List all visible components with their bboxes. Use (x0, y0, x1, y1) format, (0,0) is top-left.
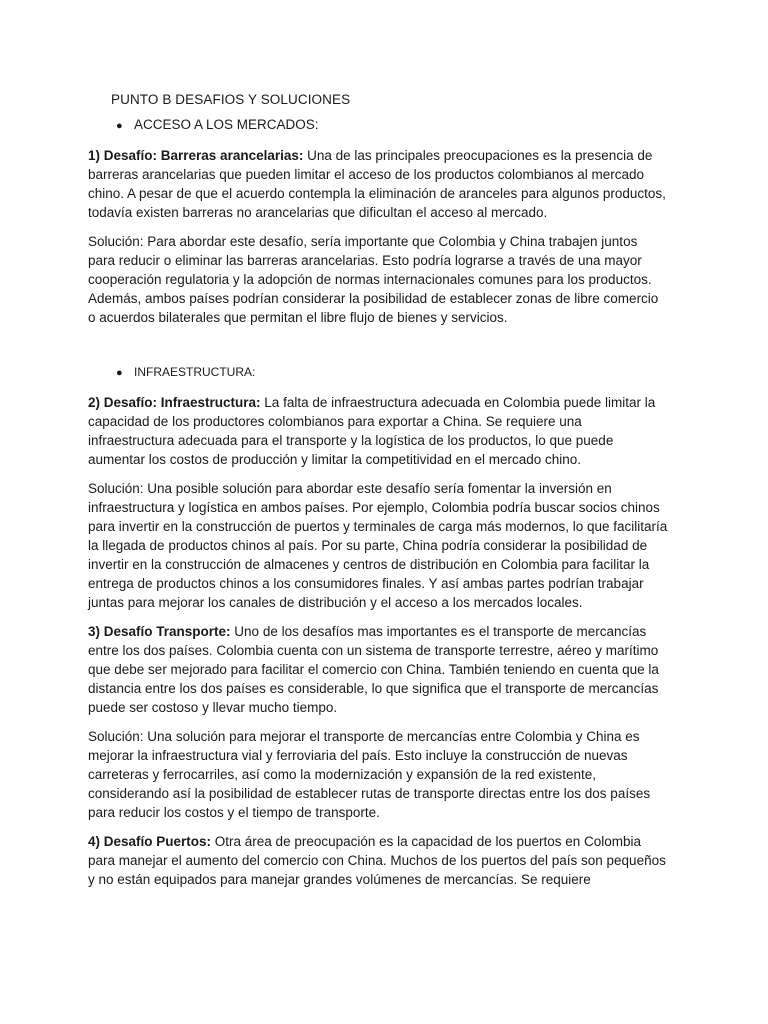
bullet-dot-icon: ● (116, 120, 123, 132)
document-title: PUNTO B DESAFIOS Y SOLUCIONES (111, 92, 351, 107)
section-4-challenge (88, 832, 668, 889)
solution-label: Solución: (88, 729, 144, 744)
bullet-acceso-mercados (116, 115, 668, 136)
section-3-challenge (88, 622, 668, 717)
section-heading: 4) Desafío Puertos: (88, 834, 212, 849)
section-body: Uno de los desafíos mas importantes es el transporte de mercancías entre los dos países. Colombia cuenta con un sistema de transporte terrestre, aéreo y marítimo que debe ser mejorado para facilitar el comercio con China. También teniendo en cuenta que la distancia entre los dos países es considerable, lo que significa que el transporte de mercancías puede ser costoso y llevar mucho tiempo. (88, 624, 659, 715)
section-body: Una de las principales preocupaciones es la presencia de barreras arancelarias que pueden limitar el acceso de los productos colombianos al mercado chino. A pesar de que el acuerdo contempla la eliminación de aranceles para algunos productos, todavía existen barreras no arancelarias que dificultan el acceso al mercado. (88, 148, 666, 220)
document-page (88, 90, 668, 899)
section-heading: 2) Desafío: Infraestructura: (88, 395, 261, 410)
bullet-dot-icon: ● (116, 367, 123, 379)
bullet-label: INFRAESTRUCTURA: (134, 365, 256, 379)
section-heading: 1) Desafío: Barreras arancelarias: (88, 148, 304, 163)
bullet-label: ACCESO A LOS MERCADOS: (134, 117, 319, 132)
solution-body: Una solución para mejorar el transporte de mercancías entre Colombia y China es mejorar la infraestructura vial y ferroviaria del país. Esto incluye la construcción de nuevas carreteras y ferrocarriles, así como la modernización y expansión de la red existente, considerando así la posibilidad de establecer rutas de transporte directas entre los dos países para reducir los costos y el tiempo de transporte. (88, 729, 651, 820)
section-2-solution: Solución: Una posible solución para abordar este desafío sería fomentar la inversión en infraestructura y logística en ambos países. Por ejemplo, Colombia podría buscar socios chinos para invertir en la construcción de puertos y terminales de carga más modernos, lo que facilitaría la llegada de productos chinos al país. Por su parte, China podría considerar la posibilidad de invertir en la construcción de almacenes y centros de distribución en Colombia para facilitar la entrega de productos chinos a los consumidores finales. Y así ambas partes podrían trabajar juntas para mejorar los canales de distribución y el acceso a los mercados locales. (88, 481, 668, 610)
spacer (88, 337, 668, 363)
section-1-solution: Solución: Para abordar este desafío, sería importante que Colombia y China trabajen juntos para reducir o eliminar las barreras arancelarias. Esto podría lograrse a través de una mayor cooperación regulatoria y la adopción de normas internacionales comunes para los productos. Además, ambos países podrían considerar la posibilidad de establecer zonas de libre comercio o acuerdos bilaterales que permitan el libre flujo de bienes y servicios. (88, 234, 659, 325)
bullet-infraestructura (116, 363, 668, 383)
section-3-solution (88, 727, 668, 822)
section-heading: 3) Desafío Transporte: (88, 624, 231, 639)
section-body: Otra área de preocupación es la capacidad de los puertos en Colombia para manejar el aumento del comercio con China. Muchos de los puertos del país son pequeños y no están equipados para manejar grandes volúmenes de mercancías. Se requiere (88, 834, 666, 887)
section-2-challenge (88, 393, 668, 469)
section-1-challenge (88, 146, 668, 222)
section-body: La falta de infraestructura adecuada en Colombia puede limitar la capacidad de los productores colombianos para exportar a China. Se requiere una infraestructura adecuada para el transporte y la logística de los productos, lo que puede aumentar los costos de producción y limitar la competitividad en el mercado chino. (88, 395, 656, 467)
